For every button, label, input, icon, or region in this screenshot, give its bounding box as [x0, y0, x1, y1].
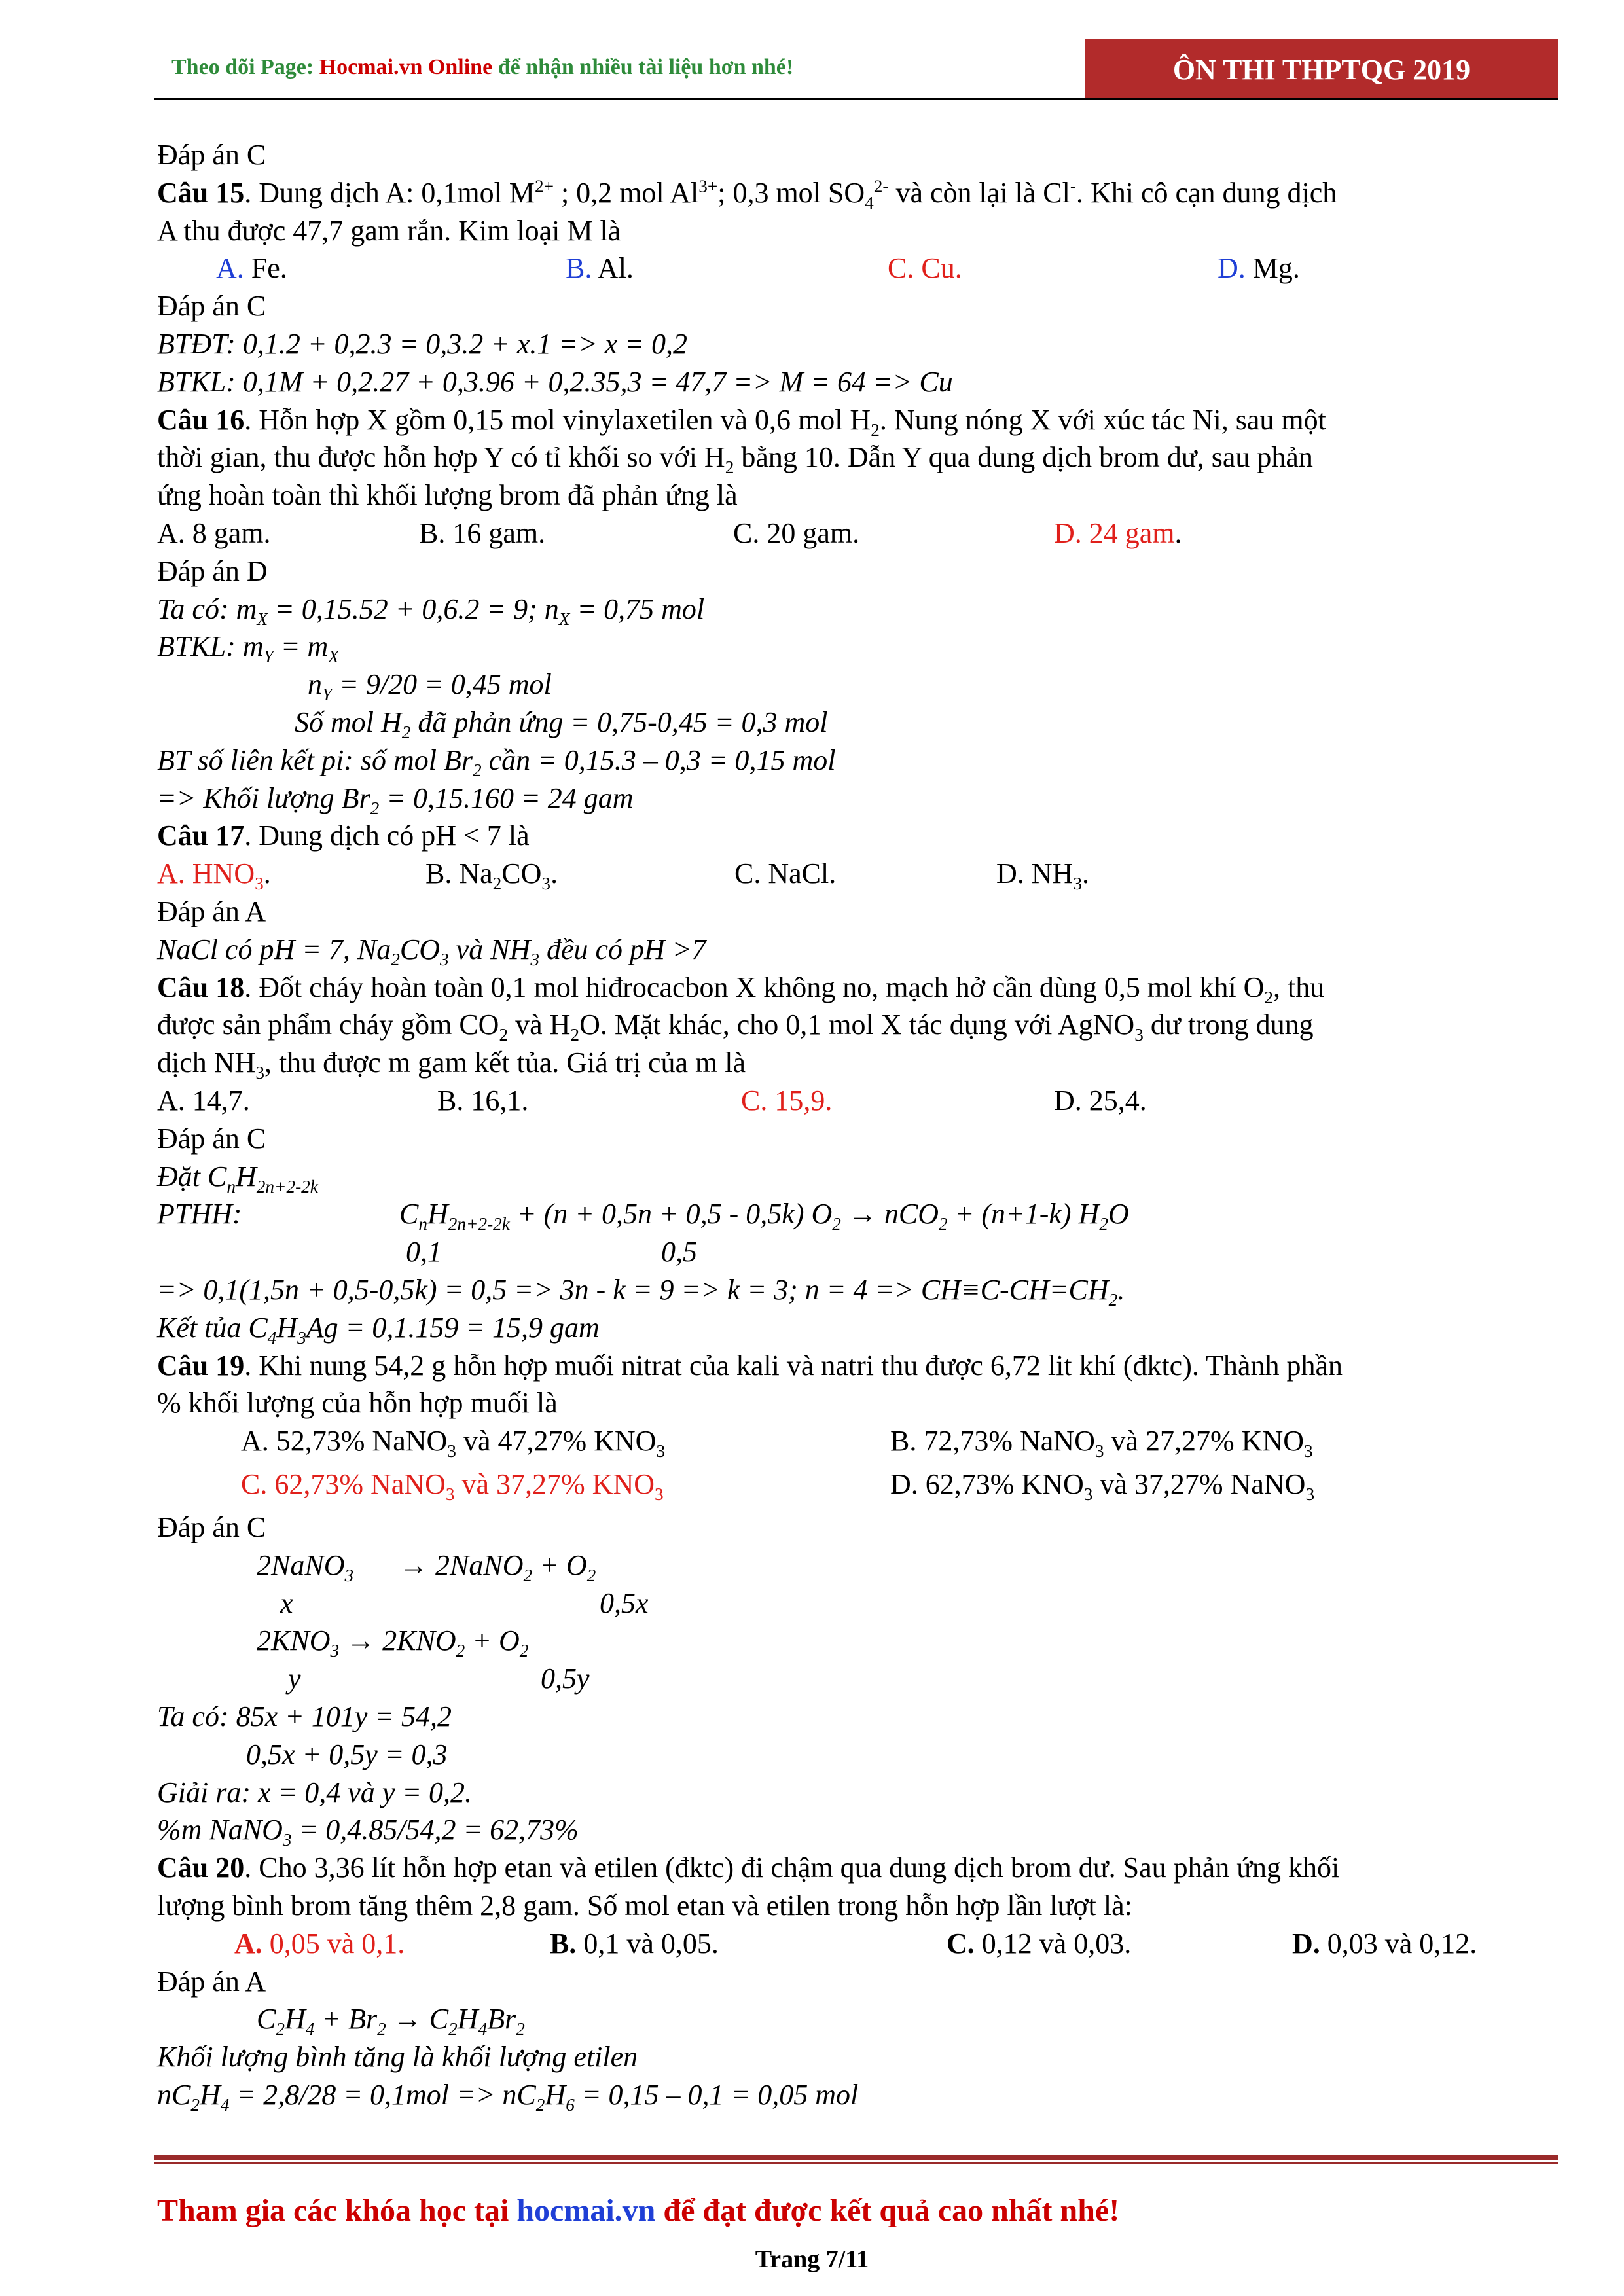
equation-q20-line1: $C_2H_4 + Br_2 \to C_2H_4Br_2$	[257, 2003, 525, 2039]
solution-q16-line1: Ta có: $m_X = 0,15.52 + 0,6.2 = 9$; $n_X = 0,75$ mol	[157, 592, 705, 629]
equation-q19-line3: $2KNO_3 \to 2KNO_2 + O_2$	[257, 1624, 529, 1661]
question-16-line3: ứng hoàn toàn thì khối lượng brom đã phản ứng là	[157, 479, 738, 512]
document-body	[157, 136, 1519, 2114]
solution-q16-line2: BTKL: $m_Y = m_X$	[157, 630, 339, 667]
solution-q16-line4: Số mol $H_2$ đã phản ứng = 0,75-0,45 = 0,3 mol	[295, 706, 828, 742]
option-d: D. $NH_3$.	[996, 857, 1089, 893]
footer-divider-thin	[154, 2162, 1558, 2164]
solution-q16-line6: => Khối lượng $Br_2 = 0,15.160 = 24$ gam	[157, 781, 634, 818]
question-16-line2: thời gian, thu được hỗn hợp Y có tỉ khối so với $H_2$ bằng 10. Dẫn Y qua dung dịch brom dư, sau phản	[157, 441, 1313, 478]
question-18-line3: dịch $NH_3$, thu được m gam kết tủa. Giá trị của m là	[157, 1047, 746, 1083]
question-19-options-row2	[157, 1465, 1519, 1509]
solution-q19-line3: Giải ra: x = 0,4 và y = 0,2.	[157, 1776, 472, 1808]
option-a-correct: A. $HNO_3$.	[157, 857, 271, 893]
option-a: A. 52,73% NaNO$_3$ và 47,27% $KNO_3$	[241, 1425, 666, 1461]
question-15-options	[157, 249, 1519, 287]
solution-q16-line3: $n_Y = 9/20 = 0,45$ mol	[308, 668, 552, 704]
question-15-line1: Câu 15. Dung dịch A: 0,1mol $M^{2+}$ ; 0,2 mol $Al^{3+}$; 0,3 mol $SO_4^{2-}$ và còn lại là Cl-. Khi cô cạn dung dịch	[157, 176, 1337, 213]
question-18-options	[157, 1082, 1519, 1120]
header-badge: ÔN THI THPTQG 2019	[1085, 39, 1558, 99]
question-19-line1: Câu 19. Khi nung 54,2 g hỗn hợp muối nitrat của kali và natri thu được 6,72 lit khí (đktc). Thành phần	[157, 1349, 1343, 1382]
answer-q14: Đáp án C	[157, 139, 266, 171]
page-number: Trang 7/11	[755, 2246, 869, 2273]
option-d: D. Mg.	[1218, 252, 1300, 285]
equation-q19-line2: x 0,5x	[280, 1587, 649, 1619]
option-c-correct: C. 15,9.	[741, 1084, 833, 1117]
option-b: B. 0,1 và 0,05.	[550, 1927, 719, 1960]
question-15-line2: A thu được 47,7 gam rắn. Kim loại M là	[157, 214, 621, 247]
header-note: Theo dõi Page: Hocmai.vn Online để nhận nhiều tài liệu hơn nhé!	[171, 55, 794, 79]
solution-q19-line1: Ta có: 85x + 101y = 54,2	[157, 1700, 452, 1733]
option-c-correct: C. Cu.	[888, 252, 962, 285]
solution-q18-line1: Đặt $C_nH_{2n+2-2k}$	[157, 1160, 318, 1196]
option-a: A. 8 gam.	[157, 516, 271, 549]
solution-q18-line4: => 0,1(1,5n + 0,5-0,5k) = 0,5 => 3n - k = 9 => k = 3; $n = 4 => CH\equiv C-CH=CH_2$.	[157, 1273, 1125, 1310]
option-c-correct: C. 62,73% NaNO$_3$ và 37,27% $KNO_3$	[241, 1468, 664, 1504]
option-c: C. 0,12 và 0,03.	[947, 1927, 1132, 1960]
question-19-line2: % khối lượng của hỗn hợp muối là	[157, 1387, 558, 1420]
question-16-options	[157, 514, 1519, 552]
answer-q15: Đáp án C	[157, 290, 266, 323]
option-c: C. NaCl.	[734, 857, 837, 890]
option-c: C. 20 gam.	[733, 516, 860, 549]
answer-q20: Đáp án A	[157, 1965, 266, 1998]
option-b: B. 72,73% NaNO$_3$ và 27,27% $KNO_3$	[890, 1425, 1313, 1461]
option-b: B. 16,1.	[437, 1084, 529, 1117]
equation-q19-line4: y 0,5y	[288, 1662, 590, 1695]
answer-q19: Đáp án C	[157, 1511, 266, 1544]
option-a-correct: A. 0,05 và 0,1.	[234, 1927, 405, 1960]
question-16-line1: Câu 16. Hỗn hợp X gồm 0,15 mol vinylaxetilen và 0,6 mol $H_2$. Nung nóng X với xúc tác Ni, sau một	[157, 403, 1326, 440]
solution-q18-line3: 0,1 0,5	[406, 1236, 697, 1268]
solution-q18-line2: PTHH: $C_nH_{2n+2-2k} + (n + 0,5n + 0,5 - 0,5k) O_2 \to nCO_2 + (n+1-k)$ $H_2O$	[157, 1198, 1129, 1234]
answer-q18: Đáp án C	[157, 1122, 266, 1155]
solution-q18-line5: Kết tủa $C_4H_3Ag = 0,1.159 = 15,9$ gam	[157, 1311, 600, 1348]
footer-site-link[interactable]: hocmai.vn	[516, 2193, 656, 2228]
solution-q19-line2: 0,5x + 0,5y = 0,3	[246, 1738, 448, 1770]
solution-q19-line4: %m NaNO$_3$ = 0,4.85/54,2 = 62,73%	[157, 1814, 579, 1850]
question-19-options-row1	[157, 1422, 1519, 1465]
question-18-line1: Câu 18. Đốt cháy hoàn toàn 0,1 mol hiđrocacbon X không no, mạch hở cần dùng 0,5 mol khí $O_2$, thu	[157, 971, 1325, 1007]
solution-q15-line2: BTKL: 0,1M + 0,2.27 + 0,3.96 + 0,2.35,3 = 47,7 => M = 64 => Cu	[157, 365, 953, 398]
option-a: A. 14,7.	[157, 1084, 250, 1117]
option-d-correct: D. 24 gam.	[1054, 516, 1182, 549]
solution-q20-line1: Khối lượng bình tăng là khối lượng etilen	[157, 2041, 638, 2073]
footer-promo: Tham gia các khóa học tại hocmai.vn để đạt được kết quả cao nhất nhé!	[157, 2193, 1120, 2228]
option-d: D. 62,73% $KNO_3$ và 37,27% NaNO$_3$	[890, 1468, 1315, 1504]
option-d: D. 25,4.	[1054, 1084, 1147, 1117]
answer-q17: Đáp án A	[157, 895, 266, 927]
solution-q15-line1: BTĐT: 0,1.2 + 0,2.3 = 0,3.2 + x.1 => x = 0,2	[157, 327, 688, 360]
option-b: B. $Na_2CO_3$.	[425, 857, 558, 893]
answer-q16: Đáp án D	[157, 554, 268, 587]
question-20-options	[157, 1925, 1519, 1963]
option-d: D. 0,03 và 0,12.	[1292, 1927, 1477, 1960]
header-brand-link[interactable]: Hocmai.vn Online	[319, 55, 493, 79]
option-b: B. 16 gam.	[419, 516, 546, 549]
equation-q19-line1: 2NaNO$_3$ → 2NaNO$_2$ + $O_2$	[257, 1549, 596, 1585]
question-20-line1: Câu 20. Cho 3,36 lít hỗn hợp etan và etilen (đktc) đi chậm qua dung dịch brom dư. Sau phản ứng khối	[157, 1852, 1340, 1884]
question-20-line2: lượng bình brom tăng thêm 2,8 gam. Số mol etan và etilen trong hỗn hợp lần lượt là:	[157, 1890, 1132, 1922]
option-b: B. Al.	[566, 252, 634, 285]
solution-q17-line1: NaCl có pH = 7, $Na_2CO_3$ và $NH_3$ đều có pH >7	[157, 933, 706, 969]
question-18-line2: được sản phẩm cháy gồm $CO_2$ và $H_2O$. Mặt khác, cho 0,1 mol X tác dụng với AgNO$_3$ dư trong dung	[157, 1009, 1314, 1045]
question-17-line1: Câu 17. Dung dịch có pH < 7 là	[157, 819, 530, 852]
footer-divider-thick	[154, 2155, 1558, 2160]
question-17-options	[157, 855, 1519, 893]
option-a: A. Fe.	[216, 252, 287, 285]
solution-q20-line2: $nC_2H_4 = 2,8/28 = 0,1mol => nC_2H_6 = 0,15 - 0,1 = 0,05$ mol	[157, 2079, 859, 2115]
header-divider	[154, 98, 1558, 100]
solution-q16-line5: BT số liên kết pi: số mol $Br_2$ cần = 0,15.3 – 0,3 = 0,15 mol	[157, 744, 836, 780]
